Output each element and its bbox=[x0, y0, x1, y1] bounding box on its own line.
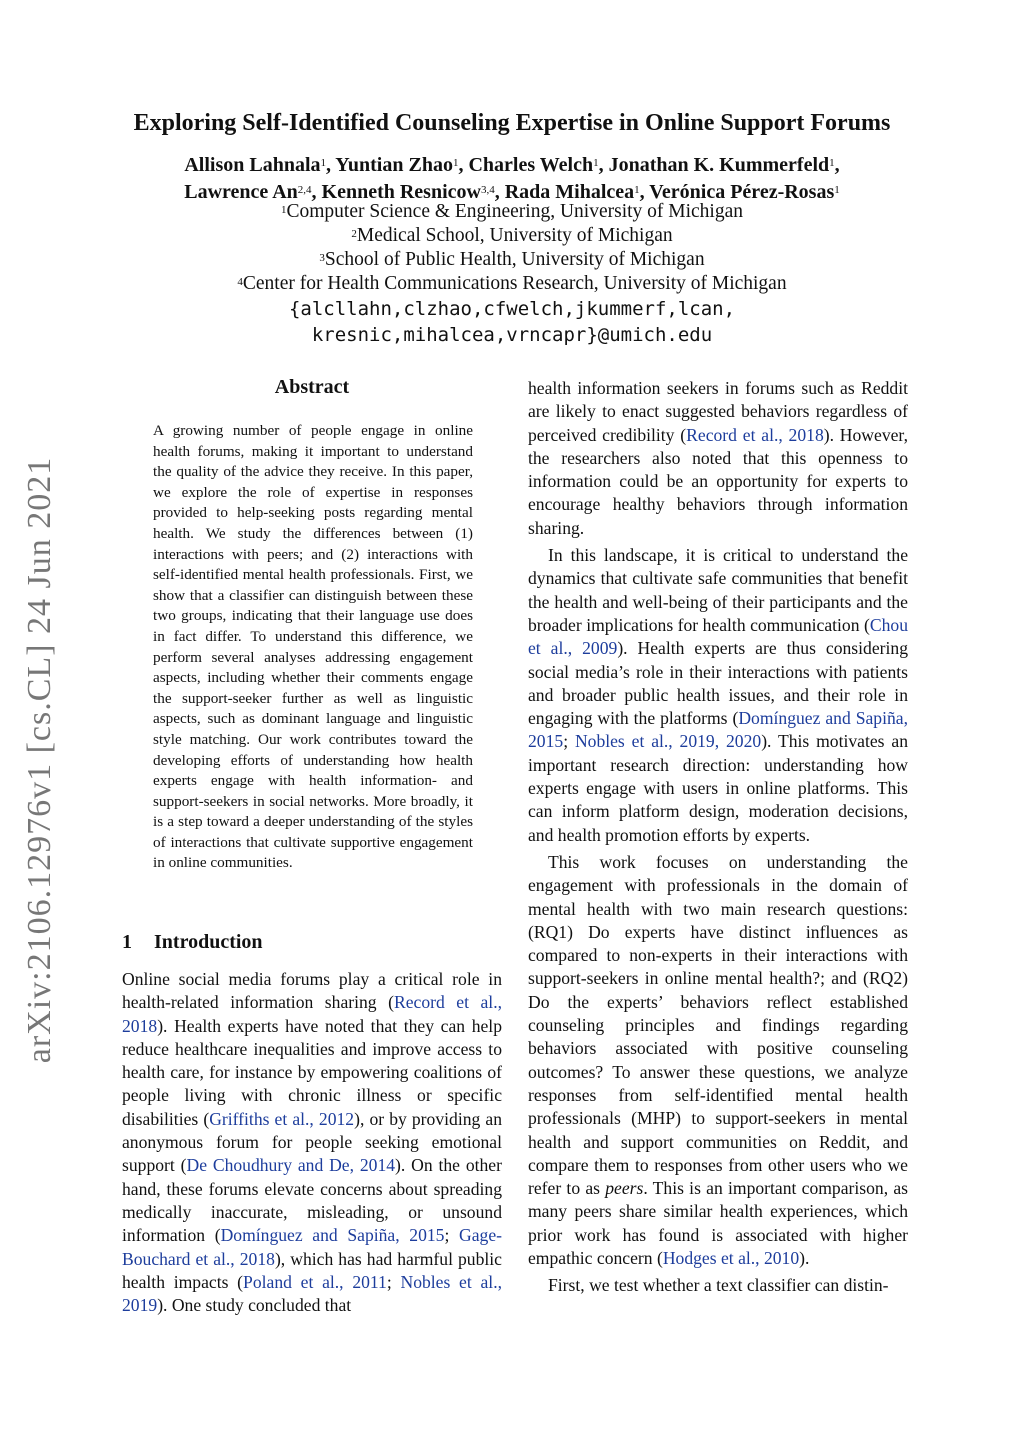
citation-link[interactable]: Poland et al., 2011 bbox=[243, 1271, 387, 1292]
citation-link[interactable]: Record et al., 2018 bbox=[686, 424, 824, 445]
author-name: Kenneth Resnicow bbox=[321, 181, 481, 203]
affiliation-marker: 1 bbox=[280, 204, 287, 216]
section-title: Introduction bbox=[154, 931, 263, 953]
author-affil-marker: 1 bbox=[829, 157, 835, 169]
citation-link[interactable]: Gage-Bouchard et al., 2018 bbox=[122, 1225, 503, 1269]
paragraph: Online social media forums play a critical role in health-related information sharing (Record et al., 2018). Health experts have noted that they can help reduce healthcare inequalities and improve access to health care, for instance by empowering coalitions of people living with chronic illness or specific disabilities (Griffiths et al., 2012), or by providing an anonymous forum for people seeking emotional support (De Choudhury and De, 2014). On the other hand, these forums elevate concerns about spreading medically inaccurate, misleading, or unsound information (Domínguez and Sapiña, 2015; Gage-Bouchard et al., 2018), which has had harmful public health impacts (Poland et al., 2011; Nobles et al., 2019). One study concluded that bbox=[122, 969, 503, 1316]
author-affil-marker: 1 bbox=[320, 157, 327, 169]
author-line-2: Lawrence An$^{2,4}$, Kenneth Resnicow$^{3,4}$, Rada Mihalcea$^1$, Verónica Pérez-Rosas$^1$ bbox=[184, 181, 840, 203]
citation-link[interactable]: Nobles et al., 2019, 2020 bbox=[574, 731, 762, 752]
author-affil-marker: 3,4 bbox=[480, 184, 495, 196]
author-list bbox=[0, 152, 1024, 206]
author-affil-marker: 1 bbox=[634, 184, 640, 196]
right-column-text bbox=[528, 377, 908, 1298]
affiliation: $^2$Medical School, University of Michigan bbox=[351, 225, 673, 246]
left-column-text bbox=[122, 968, 502, 1317]
author-affil-marker: 1 bbox=[834, 184, 840, 196]
affiliation: $^3$School of Public Health, University of Michigan bbox=[319, 249, 705, 270]
author-name: Verónica Pérez-Rosas bbox=[649, 181, 835, 203]
citation-link[interactable]: Griffiths et al., 2012 bbox=[209, 1108, 355, 1129]
paragraph: This work focuses on understanding the engagement with professionals in the domain of mental health with two main research questions: (RQ1) Do experts have distinct influences as compared to non-experts in their interactions with support-seekers in online mental health?; and (RQ2) Do the experts’ behaviors reflect established counseling principles and findings regarding behaviors associated with positive counseling outcomes? To answer these questions, we analyze responses from self-identified mental health professionals (MHP) to support-seekers in mental health and support communities on Reddit, and compare them to responses from other users who we refer to as peers. This is an important comparison, as many peers share similar health experiences, which prior work has found is associated with higher empathic concern (Hodges et al., 2010). bbox=[528, 851, 909, 1268]
author-affil-marker: 1 bbox=[593, 157, 599, 169]
citation-link[interactable]: Hodges et al., 2010 bbox=[662, 1247, 800, 1268]
abstract-heading: Abstract bbox=[274, 376, 350, 398]
author-name: Lawrence An bbox=[184, 181, 298, 203]
author-name: Allison Lahnala bbox=[184, 154, 321, 176]
citation-link[interactable]: Record et al., 2018 bbox=[122, 992, 502, 1036]
citation-link[interactable]: De Choudhury and De, 2014 bbox=[186, 1155, 396, 1176]
citation-link[interactable]: Domínguez and Sapiña, 2015 bbox=[528, 708, 908, 752]
author-line-1: Allison Lahnala$^1$, Yuntian Zhao$^1$, Charles Welch$^1$, Jonathan K. Kummerfeld$^1$, bbox=[184, 154, 840, 176]
affiliation-marker: 2 bbox=[351, 228, 357, 240]
paragraph: health information seekers in forums such as Reddit are likely to enact suggested behaviors regardless of perceived credibility (Record et al., 2018). However, the researchers also noted that this openness to information could be an opportunity for experts to encourage healthy behaviors through information sharing. bbox=[528, 378, 908, 538]
affiliation: $^1$Computer Science & Engineering, University of Michigan bbox=[280, 201, 744, 222]
paragraph: First, we test whether a text classifier can distin- bbox=[548, 1275, 889, 1296]
citation-link[interactable]: Domínguez and Sapiña, 2015 bbox=[220, 1225, 445, 1246]
abstract-body: A growing number of people engage in online health forums, making it important to understand the quality of the advice they receive. In this paper, we explore the role of expertise in responses provided to help-seeking posts regarding mental health. We study the differences between (1) interactions with peers; and (2) interactions with self-identified mental health professionals. First, we show that a classifier can distinguish between these two groups, indicating that their language use does in fact differ. To understand this difference, we perform several analyses addressing engagement aspects, including whether their comments engage the support-seeker further as well as linguistic aspects, such as dominant language and linguistic style matching. Our work contributes toward the developing efforts of understanding how health experts engage with health information- and support-seekers in social networks. More broadly, it is a step toward a deeper understanding of the styles of interactions that cultivate supportive engagement in online communities. bbox=[153, 422, 473, 872]
email-line: kresnic,mihalcea,vrncapr}@umich.edu bbox=[311, 324, 713, 346]
author-affil-marker: 2,4 bbox=[297, 184, 312, 196]
paper-title: Exploring Self-Identified Counseling Expertise in Online Support Forums bbox=[133, 110, 891, 136]
affiliation-marker: 3 bbox=[319, 252, 325, 264]
author-emails bbox=[0, 296, 1024, 348]
citation-link[interactable]: Nobles et al., 2019 bbox=[122, 1271, 502, 1316]
author-affil-marker: 1 bbox=[452, 157, 459, 169]
author-name: Charles Welch bbox=[468, 154, 594, 176]
citation-link[interactable]: Chou et al., 2009 bbox=[528, 614, 908, 659]
email-line: {alcllahn,clzhao,cfwelch,jkummerf,lcan, bbox=[288, 298, 736, 320]
section-number: 1 bbox=[122, 931, 132, 953]
affiliation: $^4$Center for Health Communications Research, University of Michigan bbox=[237, 273, 787, 294]
author-name: Yuntian Zhao bbox=[335, 154, 453, 176]
affiliations bbox=[0, 200, 1024, 296]
arxiv-side-label: arXiv:2106.12976v1 [cs.CL] 24 Jun 2021 bbox=[21, 456, 58, 1064]
emphasis: peers bbox=[605, 1178, 644, 1199]
author-name: Jonathan K. Kummerfeld bbox=[608, 154, 830, 176]
paragraph: In this landscape, it is critical to understand the dynamics that cultivate safe communities that benefit the health and well-being of their participants and the broader implications for health communication (Chou et al., 2009). Health experts are thus considering social media’s role in their interactions with patients and broader public health issues, and their role in engaging with the platforms (Domínguez and Sapiña, 2015; Nobles et al., 2019, 2020). This motivates an important research direction: understanding how experts engage with users in online platforms. This can inform platform design, moderation decisions, and health promotion efforts by experts. bbox=[528, 545, 908, 845]
affiliation-marker: 4 bbox=[237, 276, 243, 288]
author-name: Rada Mihalcea bbox=[504, 181, 635, 203]
section-heading-introduction bbox=[122, 931, 263, 954]
